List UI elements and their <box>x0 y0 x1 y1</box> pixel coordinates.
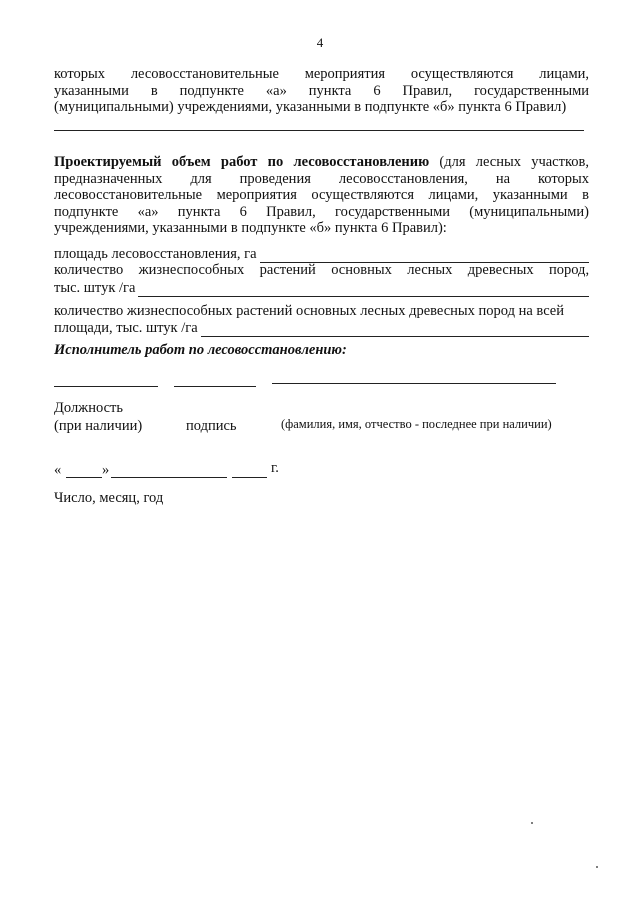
fio-blank[interactable] <box>272 383 556 384</box>
count-word: основных <box>331 262 392 278</box>
intro-word: лицами, <box>539 66 590 82</box>
intro-word: мероприятия <box>304 66 386 82</box>
year-blank[interactable] <box>232 477 267 478</box>
count-word: растений <box>259 262 316 278</box>
area-blank[interactable] <box>260 249 589 263</box>
intro-word: в <box>150 83 158 99</box>
count-all-line-1: количество жизнеспособных растений основных лесных древесных пород на всей <box>54 303 564 319</box>
scan-speck <box>531 822 533 824</box>
count-label: тыс. штук /га <box>54 280 136 296</box>
count-field[interactable] <box>54 280 589 297</box>
month-blank[interactable] <box>111 477 227 478</box>
projected-heading: Проектируемый объем работ по лесовосстановлению <box>54 154 430 170</box>
executor-heading: Исполнитель работ по лесовосстановлению: <box>54 342 347 358</box>
count-word: количество <box>54 262 124 278</box>
count-blank[interactable] <box>138 283 589 297</box>
intro-word: пункта <box>308 83 352 99</box>
area-label: площадь лесовосстановления, га <box>54 246 257 262</box>
count-word: жизнеспособных <box>138 262 245 278</box>
intro-word: 6 <box>373 83 381 99</box>
scan-speck <box>596 866 598 868</box>
intro-word: подпункте <box>179 83 244 99</box>
date-close-quote: » <box>102 462 110 478</box>
date-open-quote: « <box>54 462 62 478</box>
intro-word: «а» <box>265 83 287 99</box>
intro-word: лесовосстановительные <box>130 66 279 82</box>
intro-word: указанными <box>54 83 129 99</box>
date-caption: Число, месяц, год <box>54 490 164 506</box>
count-all-blank[interactable] <box>201 323 589 337</box>
position-optional-label: (при наличии) <box>54 418 143 434</box>
signature-label: подпись <box>186 418 237 434</box>
projected-paragraph <box>54 154 589 237</box>
position-label: Должность <box>54 400 123 416</box>
signature-blank[interactable] <box>174 386 256 387</box>
count-line-1 <box>54 262 589 279</box>
projected-description: (для лесных участков, предназначенных для проведения лесовосстановления, на которых лесовосстановительные мероприятия осуществляются лицами, указанными в подпункте «а» пункта 6 Правил, государственными (муниципальными) учреждениями, указанными в подпункте «б» пункта 6 Правил): <box>54 154 589 236</box>
intro-word: осуществляются <box>410 66 514 82</box>
intro-word: государственными <box>474 83 590 99</box>
intro-word: Правил, <box>402 83 453 99</box>
intro-underline <box>54 130 584 131</box>
intro-word: которых <box>54 66 106 82</box>
intro-line-2 <box>54 83 589 100</box>
intro-line-1 <box>54 66 589 83</box>
fio-label: (фамилия, имя, отчество - последнее при наличии) <box>281 417 552 431</box>
area-field[interactable] <box>54 246 589 263</box>
count-word: пород, <box>548 262 590 278</box>
count-all-label: площади, тыс. штук /га <box>54 320 198 336</box>
position-blank[interactable] <box>54 386 158 387</box>
intro-line-3: (муниципальными) учреждениями, указанными в подпункте «б» пункта 6 Правил) <box>54 99 567 115</box>
count-all-field[interactable] <box>54 320 589 337</box>
day-blank[interactable] <box>66 477 102 478</box>
year-suffix: г. <box>271 460 279 476</box>
count-word: лесных <box>407 262 453 278</box>
page-number: 4 <box>316 35 324 50</box>
count-word: древесных <box>467 262 534 278</box>
